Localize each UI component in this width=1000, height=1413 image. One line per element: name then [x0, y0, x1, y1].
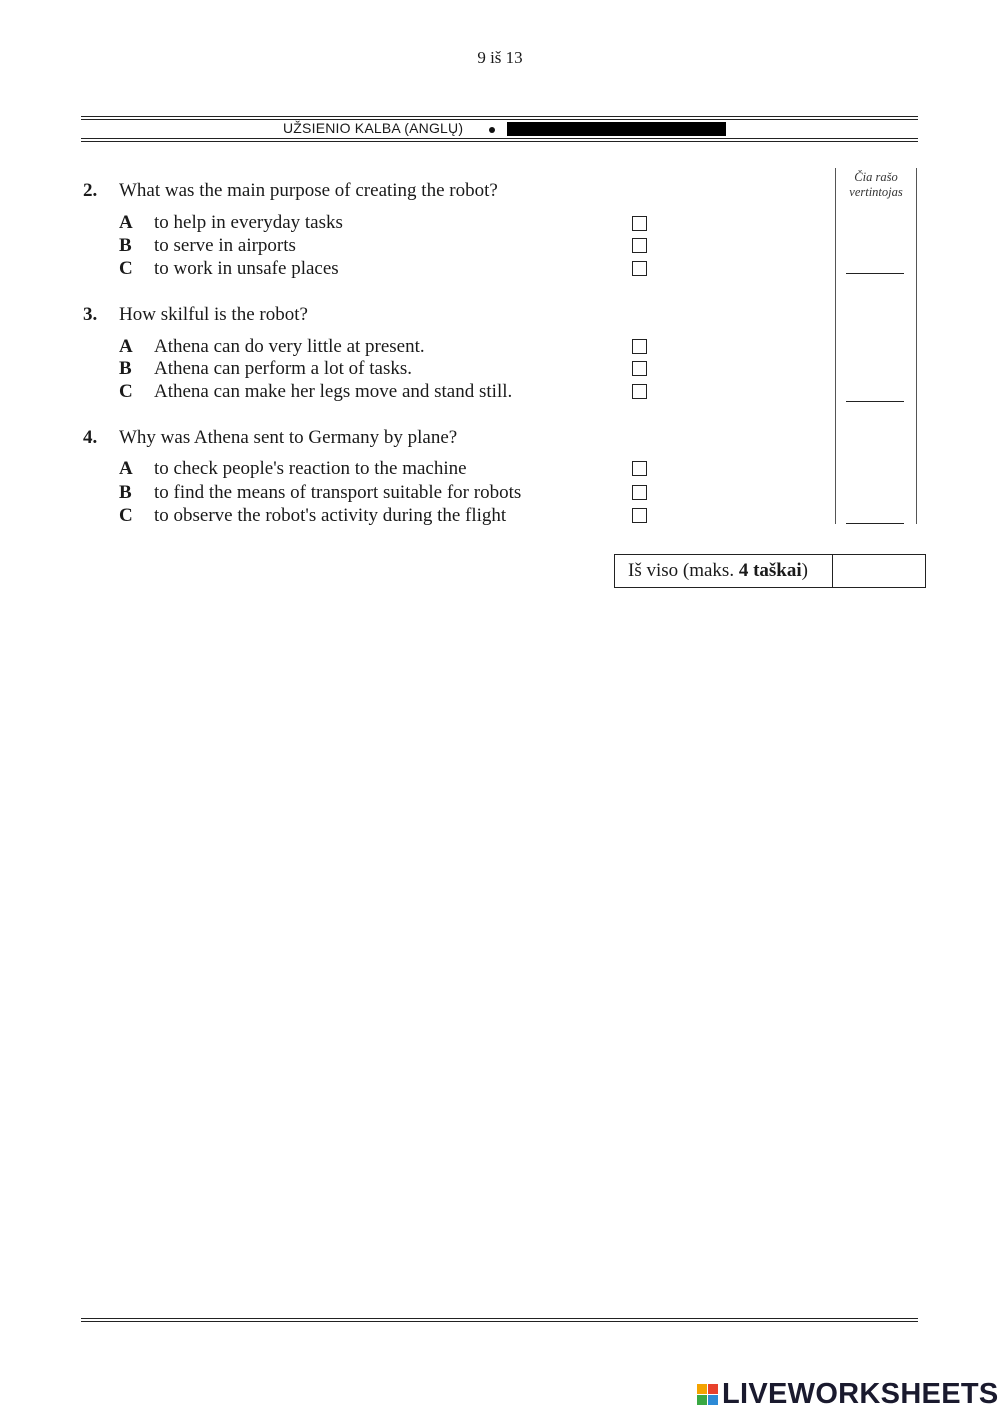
header-rule-bottom-inner — [81, 138, 918, 139]
total-label-max-points: 4 taškai — [738, 560, 802, 581]
question-2-option-b-text: to serve in airports — [154, 235, 296, 256]
question-4-option-b-checkbox[interactable] — [632, 485, 647, 500]
score-line-q4[interactable] — [846, 523, 904, 524]
header-rule-top-inner — [81, 119, 918, 120]
question-2-option-b-checkbox[interactable] — [632, 238, 647, 253]
question-3-text: How skilful is the robot? — [119, 304, 308, 325]
logo-square-4 — [708, 1395, 718, 1405]
question-4-option-c-checkbox[interactable] — [632, 508, 647, 523]
total-score-field[interactable] — [833, 555, 925, 587]
grader-column — [835, 168, 917, 524]
question-4-text: Why was Athena sent to Germany by plane? — [119, 427, 458, 448]
grader-label-line1: Čia rašo — [854, 170, 898, 184]
question-3-option-c-text: Athena can make her legs move and stand still. — [154, 381, 513, 402]
question-3-option-c-checkbox[interactable] — [632, 384, 647, 399]
logo-squares-icon — [697, 1384, 718, 1405]
question-2-option-c-checkbox[interactable] — [632, 261, 647, 276]
question-4-option-a-checkbox[interactable] — [632, 461, 647, 476]
question-2-option-a-text: to help in everyday tasks — [154, 212, 343, 233]
question-2-option-c-text: to work in unsafe places — [154, 258, 339, 279]
question-3-option-b-letter: B — [119, 358, 132, 379]
question-3-option-c-letter: C — [119, 381, 133, 402]
footer-rule-bottom — [81, 1321, 918, 1322]
liveworksheets-logo — [697, 1377, 999, 1411]
total-label-prefix: Iš viso (maks. — [628, 560, 739, 581]
question-3-option-a-letter: A — [119, 336, 133, 357]
question-3-option-b-text: Athena can perform a lot of tasks. — [154, 358, 412, 379]
header-redaction-bar — [507, 122, 726, 136]
logo-square-1 — [697, 1384, 707, 1394]
question-2-option-c-letter: C — [119, 258, 133, 279]
logo-text: LIVEWORKSHEETS — [722, 1377, 999, 1410]
total-box — [614, 554, 926, 588]
question-4-option-b-letter: B — [119, 482, 132, 503]
question-4-number: 4. — [83, 427, 98, 448]
question-2-option-b-letter: B — [119, 235, 132, 256]
question-3-option-b-checkbox[interactable] — [632, 361, 647, 376]
score-line-q2[interactable] — [846, 273, 904, 274]
total-label-suffix: ) — [801, 560, 808, 581]
grader-label — [836, 170, 916, 200]
header-subject: UŽSIENIO KALBA (ANGLŲ) — [283, 120, 464, 136]
question-2-number: 2. — [83, 180, 98, 201]
header-rule-bottom — [81, 141, 918, 142]
question-4-option-a-letter: A — [119, 458, 133, 479]
question-4-option-a-text: to check people's reaction to the machine — [154, 458, 467, 479]
question-2-option-a-checkbox[interactable] — [632, 216, 647, 231]
header-rule-top — [81, 116, 918, 117]
question-3-option-a-text: Athena can do very little at present. — [154, 336, 425, 357]
question-4-option-c-text: to observe the robot's activity during the flight — [154, 505, 507, 526]
question-3-option-a-checkbox[interactable] — [632, 339, 647, 354]
question-2-option-a-letter: A — [119, 212, 133, 233]
question-3-number: 3. — [83, 304, 98, 325]
score-line-q3[interactable] — [846, 401, 904, 402]
page-number: 9 iš 13 — [477, 48, 523, 67]
question-4-option-b-text: to find the means of transport suitable for robots — [154, 482, 522, 503]
total-label — [615, 555, 833, 587]
question-4-option-c-letter: C — [119, 505, 133, 526]
logo-square-3 — [697, 1395, 707, 1405]
logo-square-2 — [708, 1384, 718, 1394]
footer-rule-top — [81, 1318, 918, 1319]
header-bullet — [489, 127, 495, 133]
grader-label-line2: vertintojas — [849, 185, 903, 199]
question-2-text: What was the main purpose of creating the robot? — [119, 180, 498, 201]
